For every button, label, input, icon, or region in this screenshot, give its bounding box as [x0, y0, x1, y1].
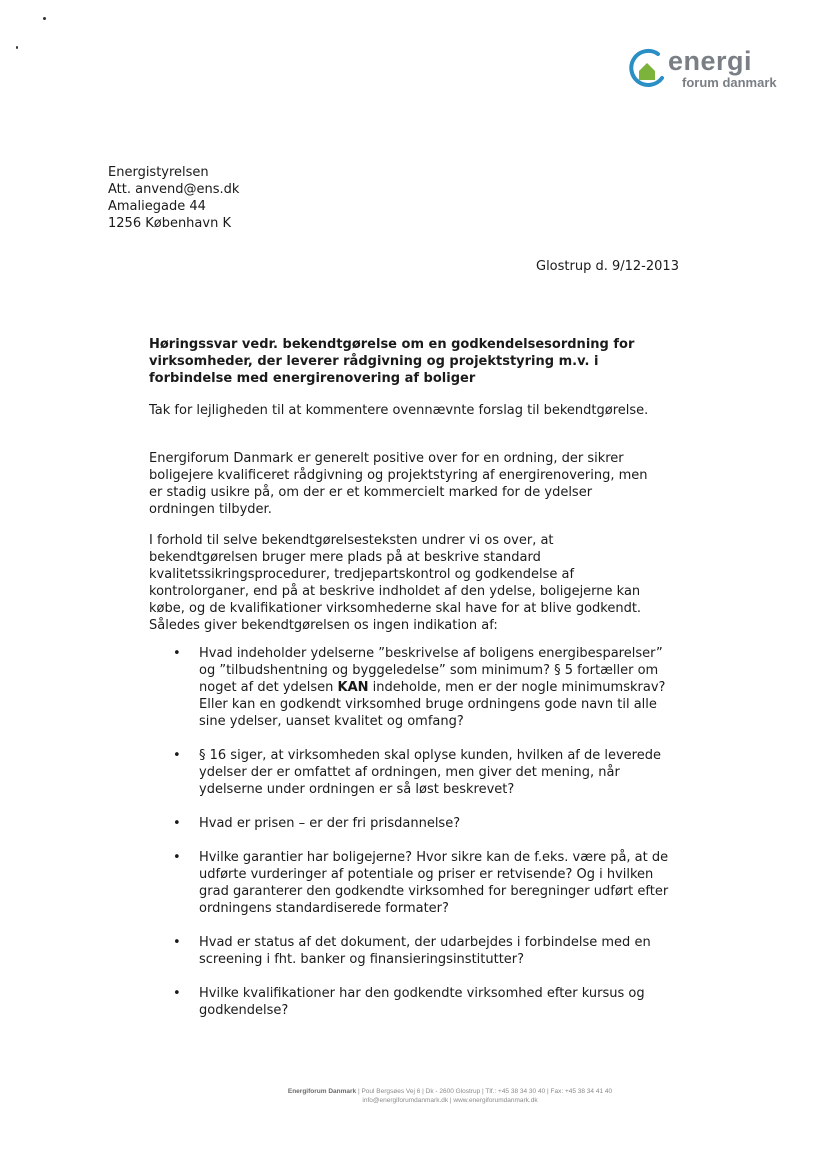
- list-item-text: Hvad indeholder ydelserne ”beskrivelse af boligens energibesparelser” og ”tilbudshentning og byggeledelse” som minimum? § 5 fortæller om noget af det ydelsen: [199, 646, 663, 695]
- scan-speck: [16, 46, 18, 49]
- list-item-text: Hvad er status af det dokument, der udarbejdes i forbindelse med en screening i fht. banker og finansieringsinstitutter?: [199, 935, 651, 967]
- emphasis-text: KAN: [337, 680, 369, 695]
- logo-subtitle: forum danmark: [682, 75, 777, 90]
- recipient-line: Energistyrelsen: [108, 165, 209, 180]
- bullet-icon: •: [173, 748, 181, 763]
- paragraph: Energiforum Danmark er generelt positive over for en ordning, der sikrer boligejere kvalificeret rådgivning og projektstyring af energirenovering, men er stadig usikre på, om der er et kommercielt marked for de ydelser ordningen tilbyder.: [149, 451, 648, 517]
- bullet-icon: •: [173, 646, 181, 661]
- paragraph: [149, 532, 659, 634]
- question-list: [149, 645, 669, 1036]
- recipient-address: [108, 164, 239, 232]
- bullet-icon: •: [173, 850, 181, 865]
- energiforum-logo: [628, 46, 778, 98]
- footer-web: info@energiforumdanmark.dk | www.energiforumdanmark.dk: [362, 1097, 538, 1104]
- list-item: [149, 985, 669, 1019]
- footer-line: [240, 1087, 660, 1096]
- list-item: [149, 747, 669, 798]
- list-item: [149, 934, 669, 968]
- list-item: [149, 849, 669, 917]
- list-item-text: Hvad er prisen – er der fri prisdannelse?: [199, 816, 461, 831]
- list-item-text: § 16 siger, at virksomheden skal oplyse kunden, hvilken af de leverede ydelser der er omfattet af ordningen, men giver det mening, når ydelserne under ordningen er så løst beskrevet?: [199, 748, 661, 797]
- list-item-text: indeholde, men er der nogle minimumskrav? Eller kan en godkendt virksomhed bruge ordningens gode navn til alle sine ydelser, uanset kvalitet og omfang?: [199, 680, 666, 729]
- list-item: [149, 815, 669, 832]
- list-item-text: Hvilke kvalifikationer har den godkendte virksomhed efter kursus og godkendelse?: [199, 986, 645, 1018]
- list-item-text: Hvilke garantier har boligejerne? Hvor sikre kan de f.eks. være på, at de udførte vurderinger af potentiale og priser er retvisende? Og i hvilken grad garanterer den godkendte virksomhed for beregninger udført efter ordningens standardiserede formater?: [199, 850, 669, 916]
- paragraph: Tak for lejligheden til at kommentere ovennævnte forslag til bekendtgørelse.: [149, 403, 649, 418]
- list-item: [149, 645, 669, 730]
- letter-subject: Høringssvar vedr. bekendtgørelse om en godkendelsesordning for virksomheder, der leverer rådgivning og projektstyring m.v. i forbindelse med energirenovering af boliger: [149, 337, 635, 386]
- scan-speck: [43, 17, 46, 20]
- paragraph-text: I forhold til selve bekendtgørelsesteksten undrer vi os over, at bekendtgørelsen bruger mere plads på at beskrive standard kvalitetssikringsprocedurer, tredjepartskontrol og godkendelse af kontrolorganer, end på at beskrive indholdet af den ydelse, boligejerne kan købe, og de kvalifikationer virksomhederne skal have for at blive godkendt.: [149, 533, 642, 616]
- letter-date: Glostrup d. 9/12-2013: [536, 259, 679, 274]
- letter-footer: [240, 1087, 660, 1105]
- recipient-line: 1256 København K: [108, 216, 231, 231]
- bullet-icon: •: [173, 935, 181, 950]
- recipient-line: Att. anvend@ens.dk: [108, 182, 240, 197]
- logo-ring-icon: [628, 48, 668, 90]
- paragraph-text: Således giver bekendtgørelsen os ingen indikation af:: [149, 618, 498, 633]
- footer-org: Energiforum Danmark: [287, 1088, 357, 1095]
- bullet-icon: •: [173, 816, 181, 831]
- recipient-line: Amaliegade 44: [108, 199, 206, 214]
- footer-contact: | Poul Bergsøes Vej 6 | Dk - 2600 Glostrup | Tlf.: +45 38 34 30 40 | Fax: +45 38 34 41 40: [356, 1088, 613, 1095]
- bullet-icon: •: [173, 986, 181, 1001]
- logo-word: energi: [668, 46, 753, 76]
